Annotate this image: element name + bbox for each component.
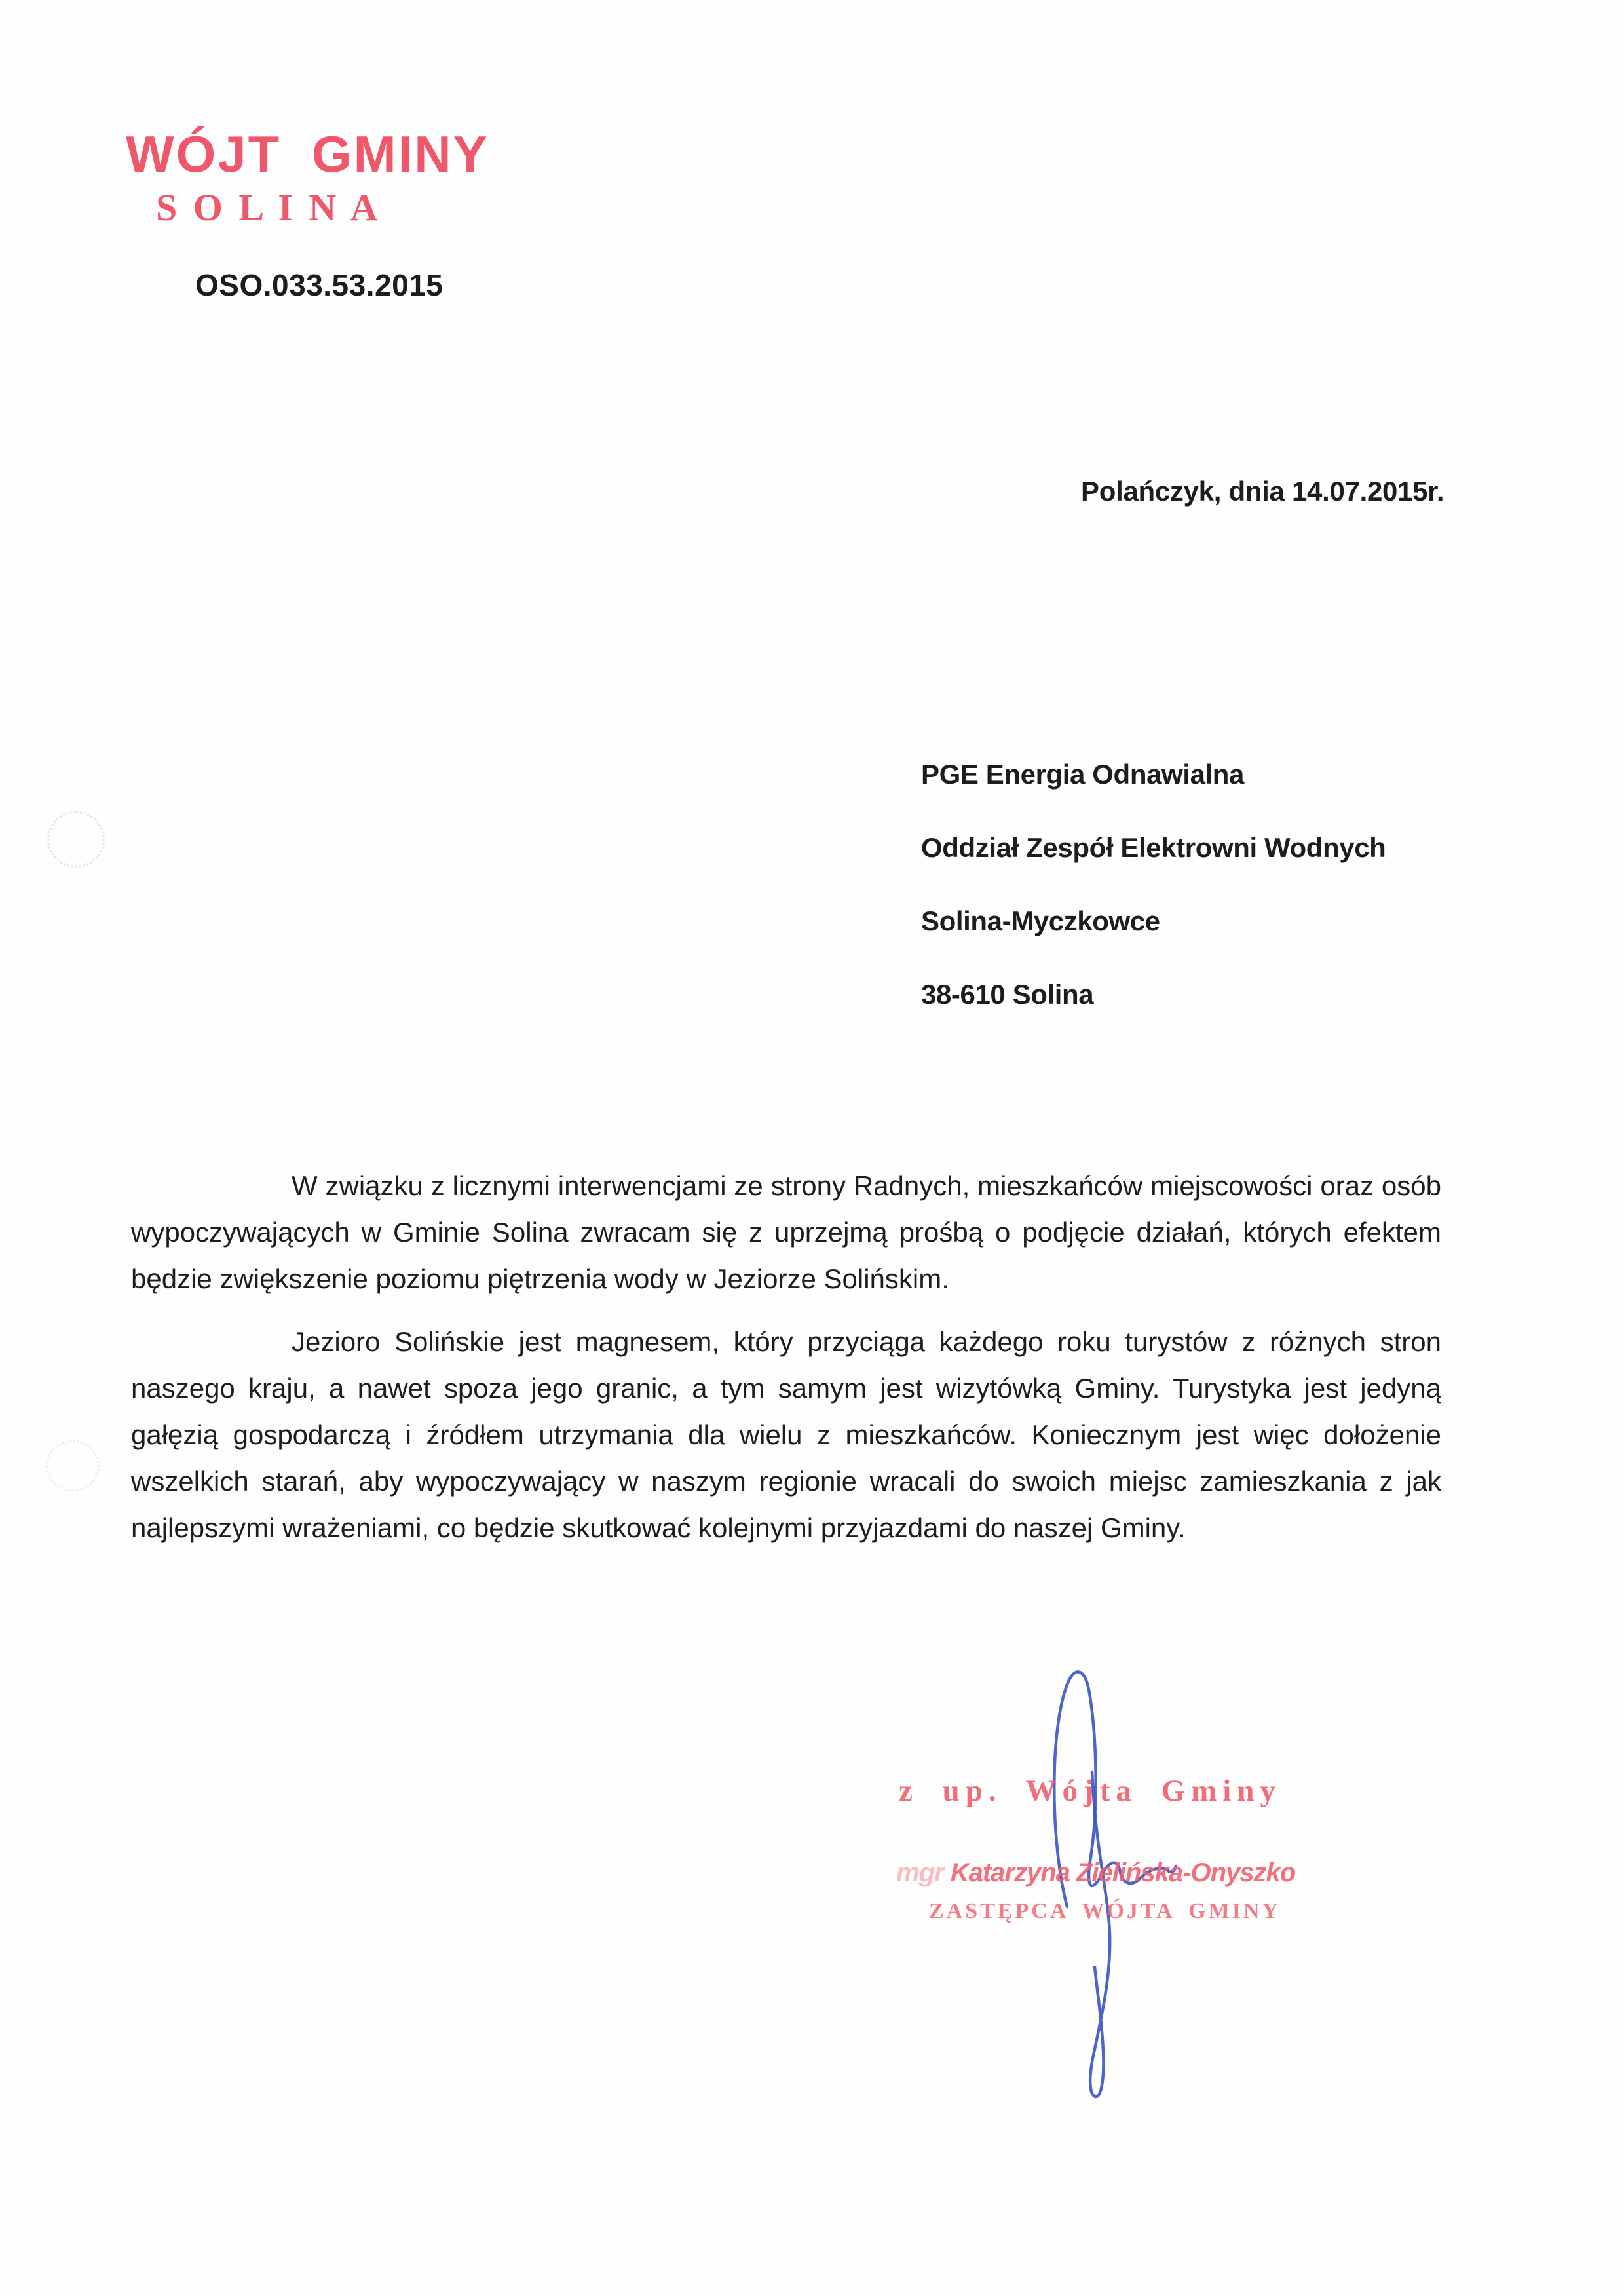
scan-artifact-circle <box>47 811 105 868</box>
signer-title-stamp: ZASTĘPCA WÓJTA GMINY <box>929 1899 1281 1923</box>
office-stamp-line2: S O L I N A <box>156 186 381 229</box>
addressee-line-company: PGE Energia Odnawialna <box>921 759 1245 790</box>
body-line: gałęzią gospodarczą i źródłem utrzymania dla wielu z mieszkańców. Koniecznym jest więc dołożenie <box>131 1419 1441 1450</box>
body-paragraph-1 <box>131 1162 1441 1302</box>
body-line: wszelkich starań, aby wypoczywający w naszym regionie wracali do swoich miejsc zamieszkania z jak <box>131 1466 1441 1497</box>
scan-artifact-circle <box>46 1440 100 1491</box>
signer-name-main: Katarzyna Zielińska-Onyszko <box>950 1858 1296 1887</box>
reference-number: OSO.033.53.2015 <box>195 268 444 302</box>
addressee-line-location: Solina-Myczkowce <box>921 906 1160 936</box>
office-stamp-line1: WÓJT GMINY <box>126 125 489 183</box>
addressee-line-postal: 38-610 Solina <box>921 979 1094 1010</box>
authorization-stamp: z up. Wójta Gminy <box>899 1774 1281 1808</box>
office-stamp <box>126 125 489 229</box>
body-line: będzie zwiększenie poziomu piętrzenia wody w Jeziorze Solińskim. <box>131 1263 949 1294</box>
body-line: najlepszymi wrażeniami, co będzie skutkować kolejnymi przyjazdami do naszej Gminy. <box>131 1512 1186 1543</box>
date-line: Polańczyk, dnia 14.07.2015r. <box>1081 476 1445 507</box>
addressee-line-division: Oddział Zespół Elektrowni Wodnych <box>921 832 1386 863</box>
signer-name-stamp <box>896 1858 1295 1888</box>
addressee-block <box>921 738 1386 1031</box>
body-line: naszego kraju, a nawet spoza jego granic, a tym samym jest wizytówką Gminy. Turystyka jest jedyną <box>131 1373 1441 1404</box>
signer-name-prefix: mgr <box>896 1858 944 1887</box>
body-line: W związku z licznymi interwencjami ze strony Radnych, mieszkańców miejscowości oraz osób <box>292 1170 1441 1201</box>
body-line: wypoczywających w Gminie Solina zwracam się z uprzejmą prośbą o podjęcie działań, których efektem <box>131 1217 1441 1248</box>
body-paragraph-2 <box>131 1318 1441 1551</box>
body-line: Jezioro Solińskie jest magnesem, który przyciąga każdego roku turystów z różnych stron <box>292 1326 1441 1357</box>
